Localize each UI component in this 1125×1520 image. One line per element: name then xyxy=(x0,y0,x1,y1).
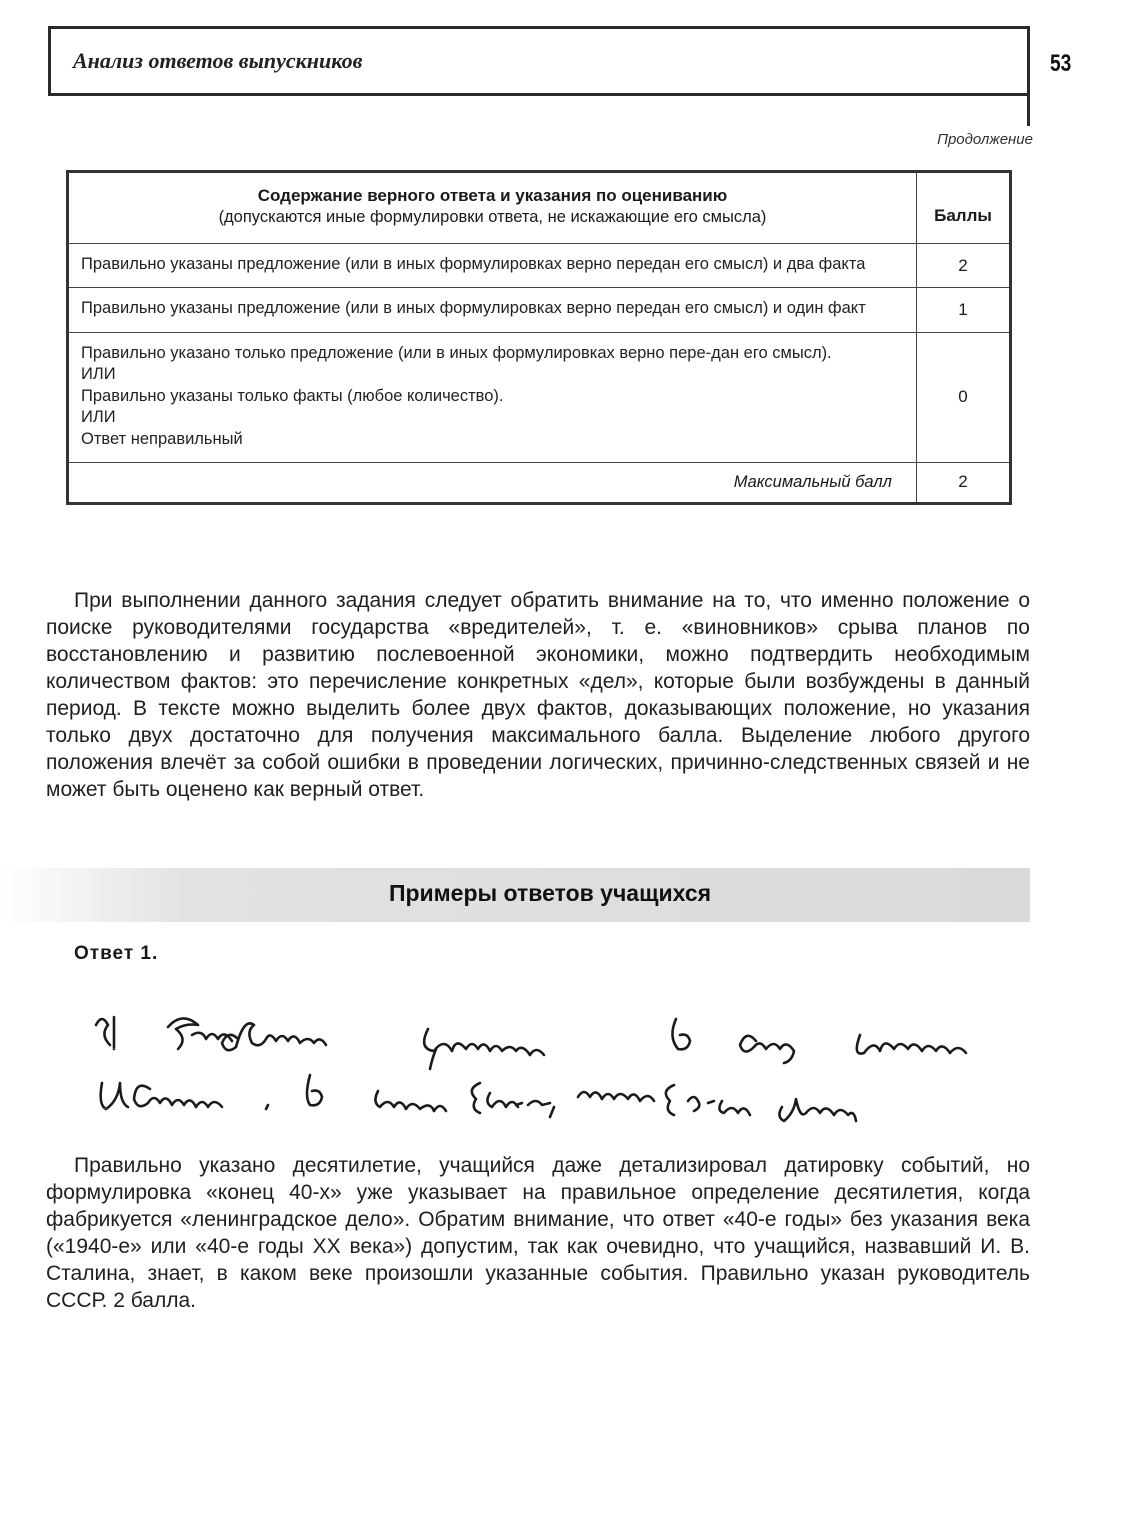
header-box xyxy=(48,26,1030,96)
commentary-paragraph: Правильно указано десятилетие, учащийся даже детализировал датировку событий, но формулировка «конец 40-х» уже указывает на правильное определение десятилетия, когда фабрикуется «ленинградское дело». Обратим внимание, что ответ «40-е годы» без указания века («1940-е» или «40-е годы XX века») допустим, так как очевидно, что учащийся, назвавший И. В. Сталина, знает, в каком веке произошли указанные события. Правильно указан руководитель СССР. 2 балла. xyxy=(46,1154,1030,1312)
scoring-table xyxy=(66,170,1012,505)
explanation-paragraph: При выполнении данного задания следует обратить внимание на то, что именно положение о поиске руководителями государства «вредителей», т. е. «виновников» срыва планов по восстановлению и развитию послевоенной экономики, можно подтвердить необходимым количеством фактов: это перечисление конкретных «дел», которые были возбуждены в данный период. В тексте можно выделить более двух фактов, доказывающих положение, но указания только двух достаточно для получения максимального балла. Выделение любого другого положения влечёт за собой ошибки в проведении логических, причинно-следственных связей и не может быть оценено как верный ответ. xyxy=(46,589,1030,801)
criterion-score: 2 xyxy=(917,243,1011,287)
table-row xyxy=(68,243,1011,287)
page-number: 53 xyxy=(1050,50,1072,77)
table-header-score: Баллы xyxy=(917,172,1011,244)
table-header-content xyxy=(68,172,917,244)
header-divider-tick xyxy=(1027,96,1030,126)
table-header-title: Содержание верного ответа и указания по оцениванию xyxy=(257,186,728,205)
table-row xyxy=(68,288,1011,332)
handwritten-answer xyxy=(88,1005,1008,1135)
criterion-score: 0 xyxy=(917,332,1011,462)
max-score-label: Максимальный балл xyxy=(68,462,917,503)
section-title: Примеры ответов учащихся xyxy=(388,880,712,906)
running-header-title: Анализ ответов выпускников xyxy=(73,48,363,73)
criterion-line: Правильно указаны только факты (любое количество). xyxy=(81,386,504,405)
criterion-text-multiline xyxy=(68,332,917,462)
max-score-value: 2 xyxy=(917,462,1011,503)
criterion-line: ИЛИ xyxy=(81,365,116,384)
table-continuation-label: Продолжение xyxy=(937,131,1033,148)
criterion-line: Ответ неправильный xyxy=(81,429,243,448)
criterion-line: ИЛИ xyxy=(81,408,116,427)
criterion-text: Правильно указаны предложение (или в иных формулировках верно передан его смысл) и один факт xyxy=(68,288,917,332)
table-header-note: (допускаются иные формулировки ответа, не искажающие его смысла) xyxy=(218,208,767,227)
handwriting-line2: И. Сталина. в конце 40-х, начале 50-х годов. xyxy=(98,1109,117,1110)
table-row xyxy=(68,332,1011,462)
answer-label: Ответ 1. xyxy=(74,943,159,964)
criterion-score: 1 xyxy=(917,288,1011,332)
criterion-line: Правильно указано только предложение (или в иных формулировках верно пере-дан его смысл). xyxy=(81,343,832,362)
table-header-row xyxy=(68,172,1011,244)
table-max-row xyxy=(68,462,1011,503)
handwriting-line1: 31. Эти события произошли в годы правления xyxy=(98,1049,118,1050)
criterion-text: Правильно указаны предложение (или в иных формулировках верно передан его смысл) и два факта xyxy=(68,243,917,287)
handwriting-image xyxy=(88,1005,1008,1135)
